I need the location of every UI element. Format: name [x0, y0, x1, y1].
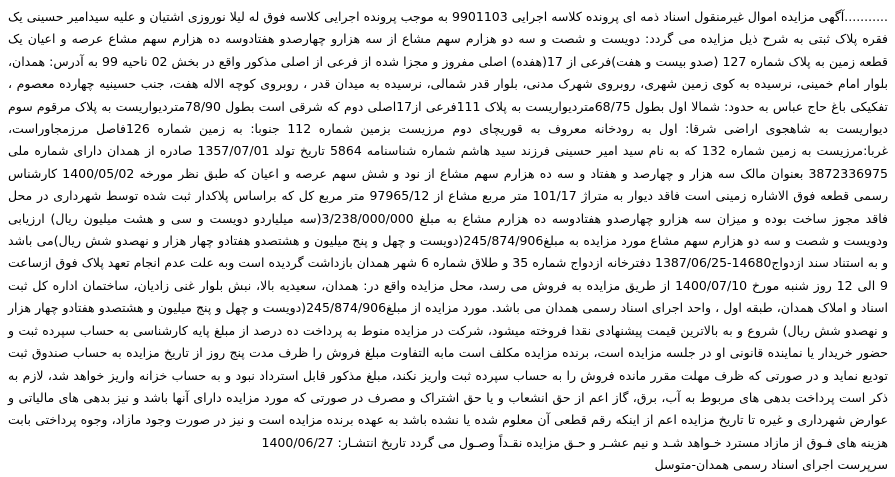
notice-signature: سرپرست اجرای اسناد رسمی همدان-متوسل: [654, 457, 888, 473]
auction-notice: [8, 6, 889, 473]
notice-body: ...........آگهی مزایده اموال غیرمنقول اسناد ذمه ای پرونده کلاسه اجرایی 9901103 به موجب پرونده اجرایی کلاسه فوق له لیلا نوروزی اشتیان و علیه سیدامیر حسینی یک فقره پلاک ثبتی به شرح ذیل مزایده می گردد: دویست و شصت و سه دو هزارم سهم مشاع از سه هزارو چهارصدو هفتادوسه ده هزارم سهم مشاع عرصه و اعیان یک قطعه زمین به پلاک شماره 127 (صدو بیست و هفت)فرعی از 17(هفده) اصلی مفروز و مجزا شده از فرعی از اصلی مذکور واقع در بخش 02 ناحیه 99 به آدرس: همدان، بلوار امام خمینی، نرسیده به کوی زمین شهری، روبروی شهرک مدنی، بلوار قدر شمالی، نرسیده به میدان قدر ، روبروی کوچه الاله هفت، جنب حسینیه چهارده معصوم ، تفکیکی باغ حاج عباس به حدود: شمالا اول بطول 68/75متردیواریست به پلاک 111فرعی از17اصلی دوم که شرقی است بطول 78/90متردیواریست به پلاک مرقوم سوم دیواریست به شاهجوی اراضی شرقا: اول به رودخانه معروف به قوریچای دوم مرزیست بزمین شماره 112 جنوبا: به زمین شماره 126فاصل مرزمجاوراست، غربا:مرزیست به زمین شماره 132 که به نام سید امیر حسینی فرزند سید هاشم شماره شناسنامه 5864 تاریخ تولد 1357/07/01 صادره از همدان دارای شماره ملی 3872336975 بعنوان مالک سه هزار و چهارصد و هفتاد و سه ده هزارم سهم مشاع از نود و شش سهم عرصه و اعیان که طبق نظر مورخه 1400/05/02 کارشناس رسمی قطعه فوق الاشاره زمینی است فاقد دیوار به متراژ 101/17 متر مربع مشاع از 97965/12 متر مربع کل که براساس پلاکدار ثبت شده توسط شهرداری در محل فاقد مجوز ساخت بوده و میزان سه هزارو چهارصدو هفتادوسه ده هزارم مشاع به مبلغ 3/238/000/000(سه میلیاردو دویست و سی و هشت میلیون ریال) ارزیابی ودویست و شصت و سه دو هزارم سهم مشاع مورد مزایده به مبلغ245/874/906(دویست و چهل و پنج میلیون و هشتصدو هفتادو چهار هزار و نهصدو شش ریال)می باشد و به استناد سند ازدواج14680-1387/06/25 دفترخانه ازدواج شماره 35 و طلاق شماره 6 شهر همدان بازداشت گردیده است وبه علت عدم انجام تعهد پلاک فوق ازساعت 9 الی 12 روز شنبه مورخ 1400/07/10 از طریق مزایده به فروش می رسد، محل مزایده واقع در: همدان، سعیدیه بالا، نبش بلوار غنی زادیان، ساختمان اداره کل ثبت اسناد و املاک همدان، طبقه اول ، واحد اجرای اسناد رسمی همدان می باشد. مورد مزایده از مبلغ245/874/906(دویست و چهل و پنج میلیون و هشتصدو هفتادو چهار هزار و نهصدو شش ریال) شروع و به بالاترین قیمت پیشنهادی نقدا فروخته میشود، شرکت در مزایده منوط به پرداخت ده درصد از مبلغ پایه کارشناسی به حساب سپرده ثبت و حضور خریدار یا نماینده قانونی او در جلسه مزایده است، برنده مزایده مکلف است مابه التفاوت مبلغ فروش را ظرف مدت پنج روز از تاریخ مزایده به حساب صندوق ثبت تودیع نماید و در صورتی که ظرف مهلت مقرر مانده فروش را به حساب سپرده ثبت واریز نکند، مبلغ مذکور قابل استرداد نبود و به حساب خزانه واریز خواهد شد، لازم به ذکر است پرداخت بدهی های مربوط به آب، برق، گاز اعم از حق انشعاب و یا حق اشتراک و مصرف در صورتی که مورد مزایده دارای آنها باشد و نیز بدهی های مالیاتی و عوارض شهرداری و غیره تا تاریخ مزایده اعم از اینکه رقم قطعی آن معلوم شده یا نشده باشد به عهده برنده مزایده است و نیز در صورت وجود مازاد، وجوه پرداختی بابت هزینه های فـوق از مازاد مسترد خـواهد شـد و نیم عشـر و حـق مزایده نقـداً وصـول می گردد تاریخ انتشـار: 1400/06/27: [8, 9, 889, 450]
